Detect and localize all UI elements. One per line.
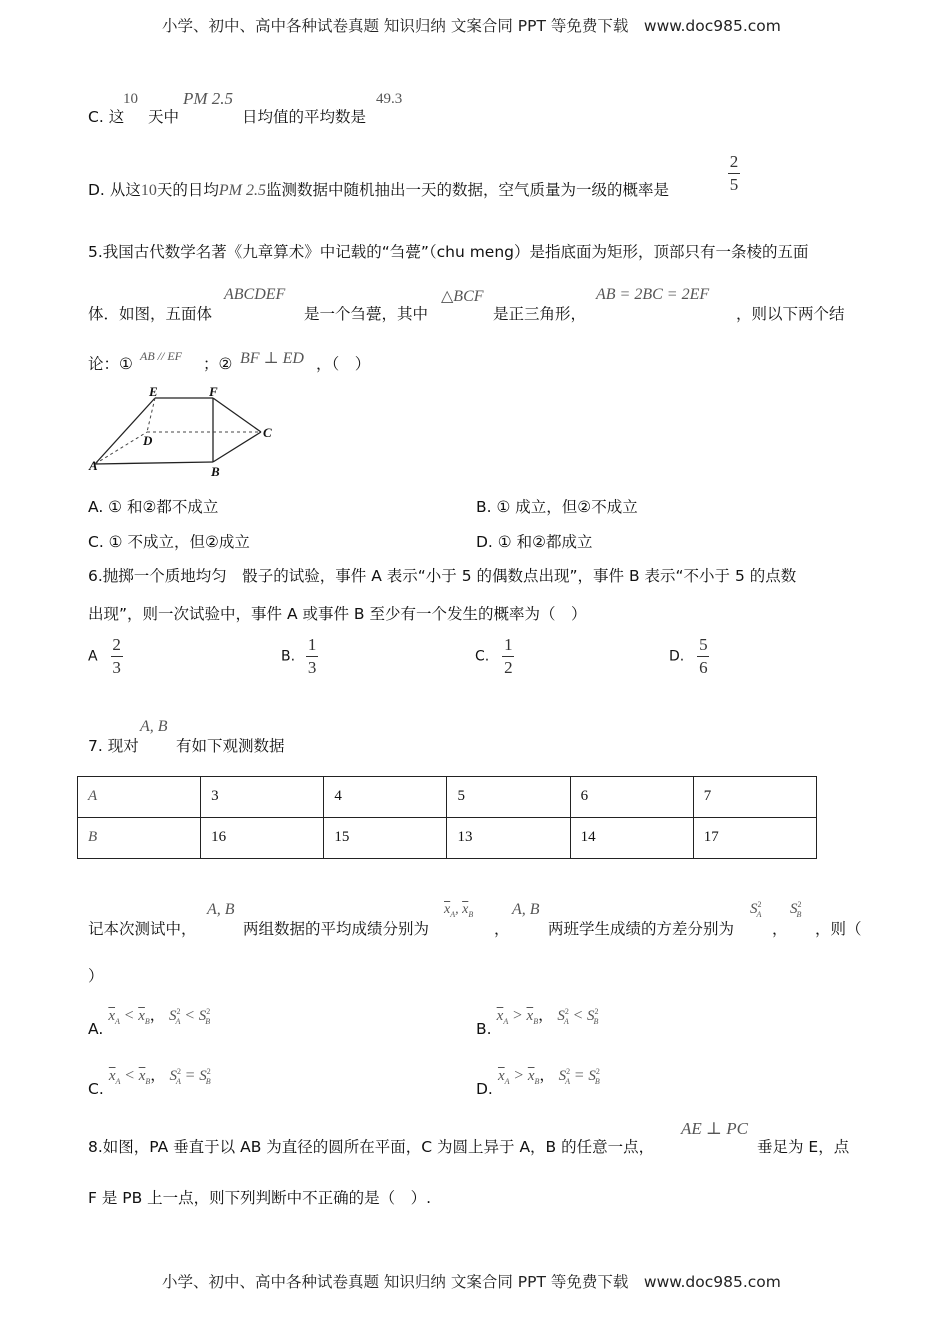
q7-line1a: 记本次测试中， — [88, 920, 197, 938]
q7-data-table — [77, 776, 817, 859]
q4c-value: 49.3 — [376, 91, 403, 107]
q7-intro-m: A, B — [140, 718, 168, 735]
table-cell: A — [78, 777, 201, 818]
q6-line2: 出现”，则一次试验中，事件 A 或事件 B 至少有一个发生的概率为（ ） — [88, 605, 587, 623]
q6-option-a: A $\frac{2}{3}$ — [88, 635, 121, 677]
q8-line1b: 垂足为 E，点 — [757, 1138, 850, 1156]
q4d-fraction: $\frac{2}{5}$ — [729, 152, 739, 194]
q4c-text-b: 天中 — [148, 108, 180, 126]
table-cell: 14 — [570, 818, 693, 859]
fig-label-b: B — [211, 464, 220, 479]
q4c-pm: PM 2.5 — [183, 89, 234, 108]
table-row — [78, 777, 817, 818]
q7-means: $\overline{x}_A$, $\overline{x}_B$ — [444, 902, 474, 919]
q7-intro-a: 7. 现对 — [88, 737, 139, 755]
q7-option-c: C. $\overline{x}_A < \overline{x}_B$， $S^2_A = S^2_B$ — [88, 1067, 211, 1098]
q7-var-b: $S^2_B$ — [790, 900, 802, 919]
fig-label-f: F — [209, 384, 218, 399]
q7-option-a: A. $\overline{x}_A < \overline{x}_B$， $S^2_A < S^2_B$ — [88, 1007, 211, 1038]
q4-option-d: D. 从这10天的日均PM 2.5监测数据中随机抽出一天的数据，空气质量为一级的概率是 — [88, 181, 669, 199]
q7-comma2: ， — [772, 920, 788, 938]
q7-option-b: B. $\overline{x}_A > \overline{x}_B$， $S^2_A < S^2_B$ — [476, 1007, 599, 1038]
edge-ad — [95, 432, 147, 464]
fig-label-d: D — [143, 433, 153, 448]
footer-site: www.doc985.com — [643, 1273, 781, 1291]
table-cell: 15 — [324, 818, 447, 859]
q8-m: AE ⊥ PC — [681, 1119, 748, 1138]
q7-var-a: $S^2_A$ — [750, 900, 762, 919]
q5-figure — [85, 382, 285, 482]
table-row — [78, 818, 817, 859]
q7-line1d: ，则（ — [815, 920, 862, 938]
q5-line2b: 是一个刍甍，其中 — [304, 305, 429, 323]
q7-line2: ） — [88, 967, 104, 985]
fig-label-a: A — [89, 458, 98, 473]
q5-m3: AB = 2BC = 2EF — [596, 286, 710, 303]
q5-m4: AB // EF — [140, 349, 182, 363]
edge-bc — [213, 432, 261, 462]
q8-line1a: 8.如图，PA 垂直于以 AB 为直径的圆所在平面，C 为圆上异于 A，B 的任意一点， — [88, 1138, 655, 1156]
q5-option-d: D. ① 和②都成立 — [476, 533, 593, 551]
q5-line3b: ；② — [203, 355, 233, 373]
q7-line1-ab2: A, B — [512, 901, 540, 918]
q5-line2d: ，则以下两个结 — [736, 305, 845, 323]
table-cell: 17 — [693, 818, 816, 859]
q4c-days: 10 — [123, 91, 138, 107]
q4-option-c: C. 这 — [88, 108, 125, 126]
q5-line1: 5.我国古代数学名著《九章算术》中记载的“刍甍”（chu meng）是指底面为矩形，顶部只有一条棱的五面 — [88, 243, 809, 261]
q5-m1: ABCDEF — [224, 286, 286, 303]
q7-line1b: 两组数据的平均成绩分别为 — [243, 920, 430, 938]
footer-text: 小学、初中、高中各种试卷真题 知识归纳 文案合同 PPT 等免费下载 www.doc985.com — [162, 1273, 781, 1291]
q7-line1-ab: A, B — [207, 901, 235, 918]
q7-intro-b: 有如下观测数据 — [176, 737, 285, 755]
q8-line2: F 是 PB 上一点，则下列判断中不正确的是（ ）. — [88, 1189, 432, 1207]
q6-option-b: B. $\frac{1}{3}$ — [281, 635, 317, 677]
q5-option-b: B. ① 成立，但②不成立 — [476, 498, 638, 516]
fig-label-c: C — [263, 425, 272, 440]
q5-line3c: ，（ ） — [316, 355, 371, 373]
q5-option-a: A. ① 和②都不成立 — [88, 498, 219, 516]
table-cell: 6 — [570, 777, 693, 818]
edge-fc — [213, 398, 261, 432]
q5-m2: △BCF — [441, 288, 484, 305]
table-cell: 7 — [693, 777, 816, 818]
header-site: www.doc985.com — [643, 17, 781, 35]
q5-line2a: 体．如图，五面体 — [88, 305, 213, 323]
q6-line1: 6.抛掷一个质地均匀 骰子的试验，事件 A 表示“小于 5 的偶数点出现”，事件 B 表示“不小于 5 的点数 — [88, 567, 797, 585]
table-cell: 4 — [324, 777, 447, 818]
q7-option-d: D. $\overline{x}_A > \overline{x}_B$， $S^2_A = S^2_B$ — [476, 1067, 600, 1098]
edge-ae — [95, 398, 155, 464]
header-text: 小学、初中、高中各种试卷真题 知识归纳 文案合同 PPT 等免费下载 www.doc985.com — [162, 17, 781, 35]
q5-line3a: 论：① — [88, 355, 133, 373]
table-cell: 16 — [201, 818, 324, 859]
q6-option-c: C. $\frac{1}{2}$ — [475, 635, 513, 677]
fig-label-e: E — [149, 384, 158, 399]
q6-option-d: D. $\frac{5}{6}$ — [669, 635, 708, 677]
edge-ab — [95, 462, 213, 464]
q5-m5: BF ⊥ ED — [240, 350, 304, 367]
table-cell: 5 — [447, 777, 570, 818]
q5-option-c: C. ① 不成立，但②成立 — [88, 533, 250, 551]
q5-line2c: 是正三角形， — [493, 305, 587, 323]
table-cell: 13 — [447, 818, 570, 859]
q4c-text-c: 日均值的平均数是 — [242, 108, 367, 126]
q7-comma: ， — [494, 920, 510, 938]
table-cell: 3 — [201, 777, 324, 818]
q7-line1c: 两班学生成绩的方差分别为 — [548, 920, 735, 938]
table-cell: B — [78, 818, 201, 859]
